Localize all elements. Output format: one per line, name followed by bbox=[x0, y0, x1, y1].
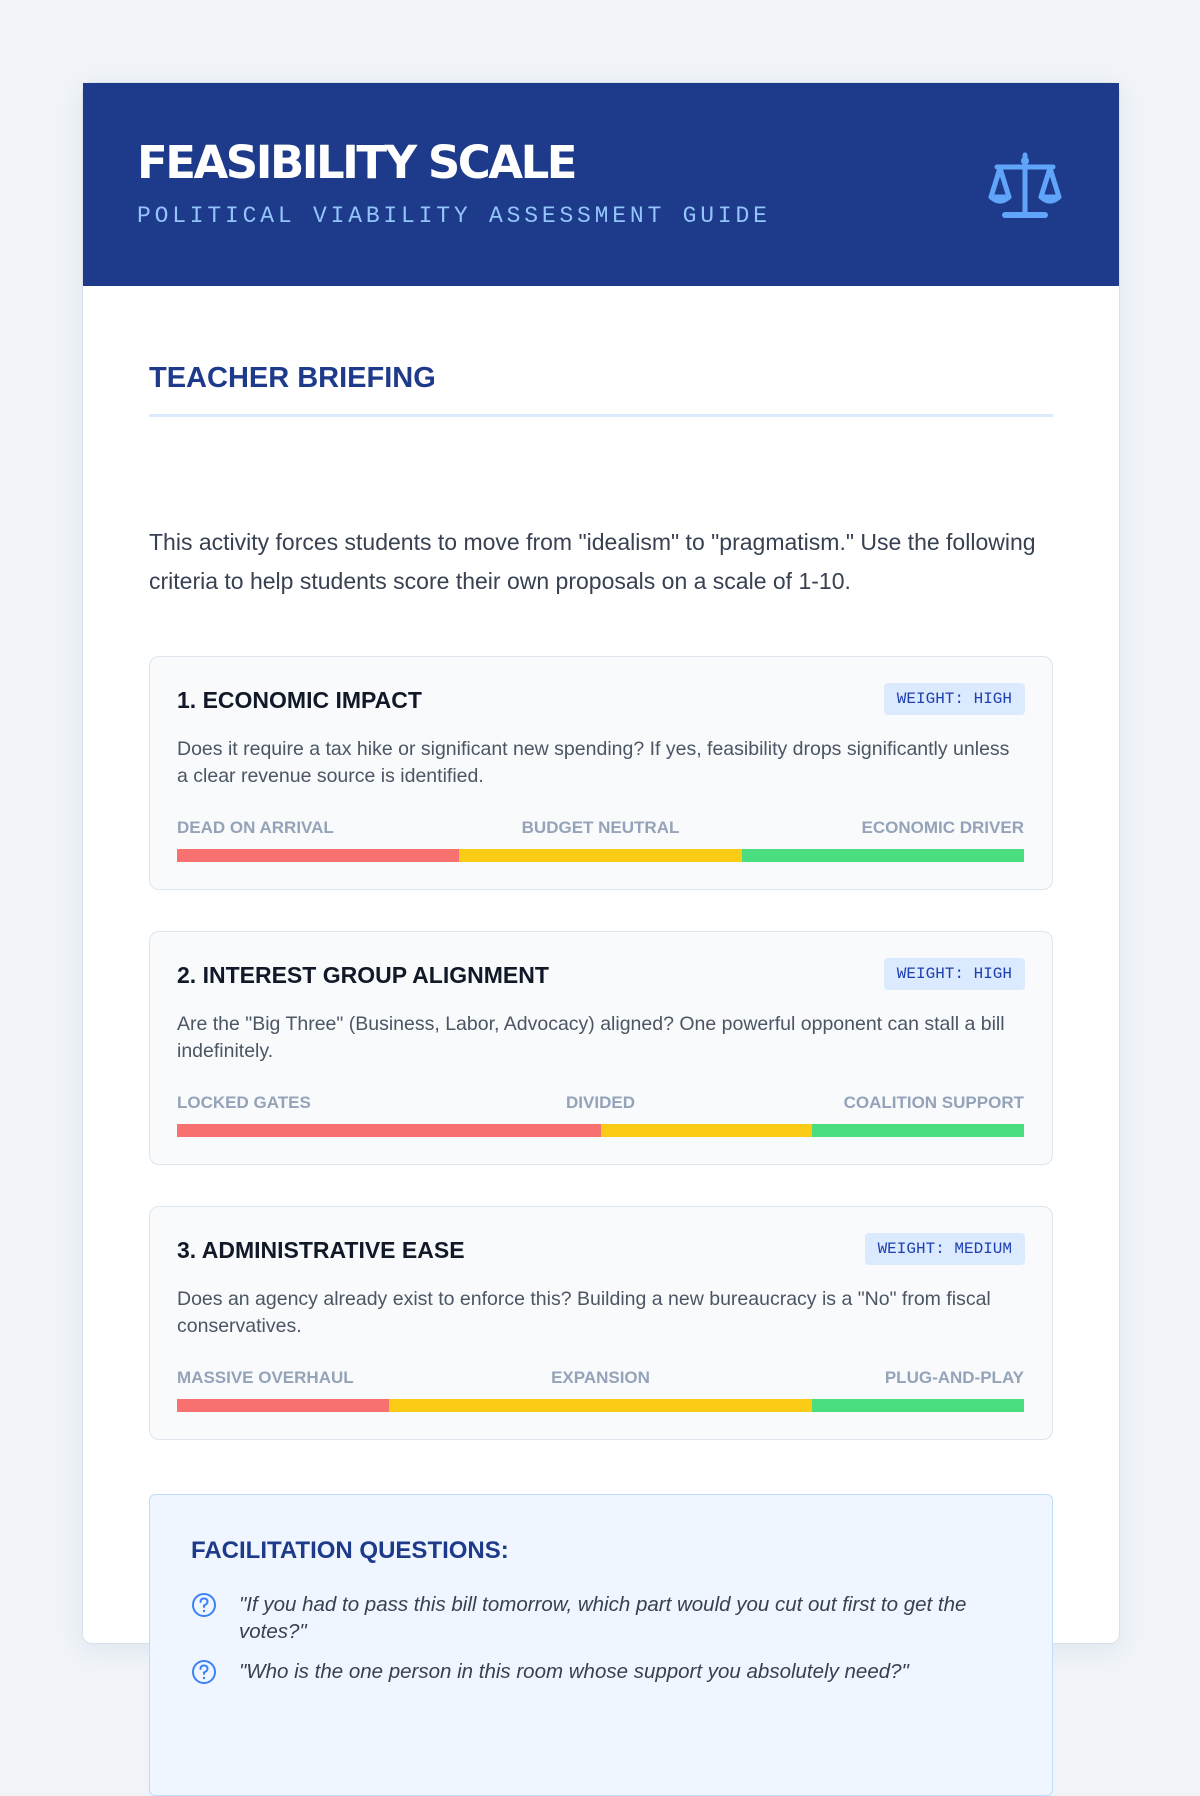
facilitation-question: "If you had to pass this bill tomorrow, which part would you cut out first to get the votes?" bbox=[239, 1593, 967, 1643]
page-subtitle: POLITICAL VIABILITY ASSESSMENT GUIDE bbox=[137, 203, 771, 229]
question-circle-icon bbox=[191, 1659, 217, 1685]
scale-segment-low bbox=[177, 1124, 601, 1137]
criterion-card bbox=[149, 931, 1053, 1165]
facilitation-title: FACILITATION QUESTIONS: bbox=[191, 1537, 509, 1564]
scale-labels bbox=[177, 1092, 1024, 1114]
scale-label-high: PLUG-AND-PLAY bbox=[884, 1368, 1024, 1387]
header bbox=[83, 83, 1119, 286]
scale-label-low: LOCKED GATES bbox=[177, 1093, 311, 1112]
criterion-description: Are the "Big Three" (Business, Labor, Advocacy) aligned? One powerful opponent can stall a bill indefinitely. bbox=[177, 1013, 1005, 1062]
intro-text: This activity forces students to move from "idealism" to "pragmatism." Use the following criteria to help students score their own proposals on a scale of 1-10. bbox=[149, 529, 1036, 594]
criterion-title: 2. INTEREST GROUP ALIGNMENT bbox=[177, 962, 549, 988]
scale-segment-mid bbox=[389, 1399, 813, 1412]
facilitation-question: "Who is the one person in this room whose support you absolutely need?" bbox=[239, 1660, 909, 1683]
criterion-card bbox=[149, 1206, 1053, 1440]
facilitation-box bbox=[149, 1494, 1053, 1796]
criterion-card bbox=[149, 656, 1053, 890]
scale-segment-low bbox=[177, 1399, 389, 1412]
section-divider bbox=[149, 414, 1053, 417]
scale-label-low: DEAD ON ARRIVAL bbox=[177, 818, 334, 837]
weight-badge: WEIGHT: HIGH bbox=[884, 683, 1025, 715]
feasibility-scale-bar bbox=[177, 1124, 1024, 1137]
scale-label-high: COALITION SUPPORT bbox=[843, 1093, 1024, 1112]
question-circle-icon bbox=[191, 1592, 217, 1618]
scale-label-mid: BUDGET NEUTRAL bbox=[521, 818, 680, 837]
balance-scale-icon bbox=[987, 151, 1063, 221]
feasibility-scale-bar bbox=[177, 849, 1024, 862]
scale-label-mid: EXPANSION bbox=[551, 1368, 650, 1387]
scale-label-low: MASSIVE OVERHAUL bbox=[177, 1368, 354, 1387]
scale-segment-high bbox=[812, 1124, 1024, 1137]
section-title: TEACHER BRIEFING bbox=[149, 362, 436, 394]
weight-badge: WEIGHT: HIGH bbox=[884, 958, 1025, 990]
scale-label-high: ECONOMIC DRIVER bbox=[861, 818, 1024, 837]
scale-labels bbox=[177, 1367, 1024, 1389]
page-title: FEASIBILITY SCALE bbox=[137, 136, 576, 189]
weight-badge: WEIGHT: MEDIUM bbox=[865, 1233, 1025, 1265]
scale-segment-high bbox=[812, 1399, 1024, 1412]
criterion-title: 1. ECONOMIC IMPACT bbox=[177, 687, 422, 713]
criterion-description: Does it require a tax hike or significant new spending? If yes, feasibility drops significantly unless a clear revenue source is identified. bbox=[177, 738, 1010, 787]
scale-segment-high bbox=[742, 849, 1024, 862]
scale-segment-mid bbox=[601, 1124, 813, 1137]
criterion-title: 3. ADMINISTRATIVE EASE bbox=[177, 1237, 465, 1263]
feasibility-scale-bar bbox=[177, 1399, 1024, 1412]
scale-segment-mid bbox=[459, 849, 742, 862]
scale-label-mid: DIVIDED bbox=[566, 1093, 635, 1112]
scale-labels bbox=[177, 817, 1024, 839]
criterion-description: Does an agency already exist to enforce this? Building a new bureaucracy is a "No" from fiscal conservatives. bbox=[177, 1288, 991, 1337]
feasibility-card bbox=[82, 82, 1120, 1683]
scale-segment-low bbox=[177, 849, 459, 862]
